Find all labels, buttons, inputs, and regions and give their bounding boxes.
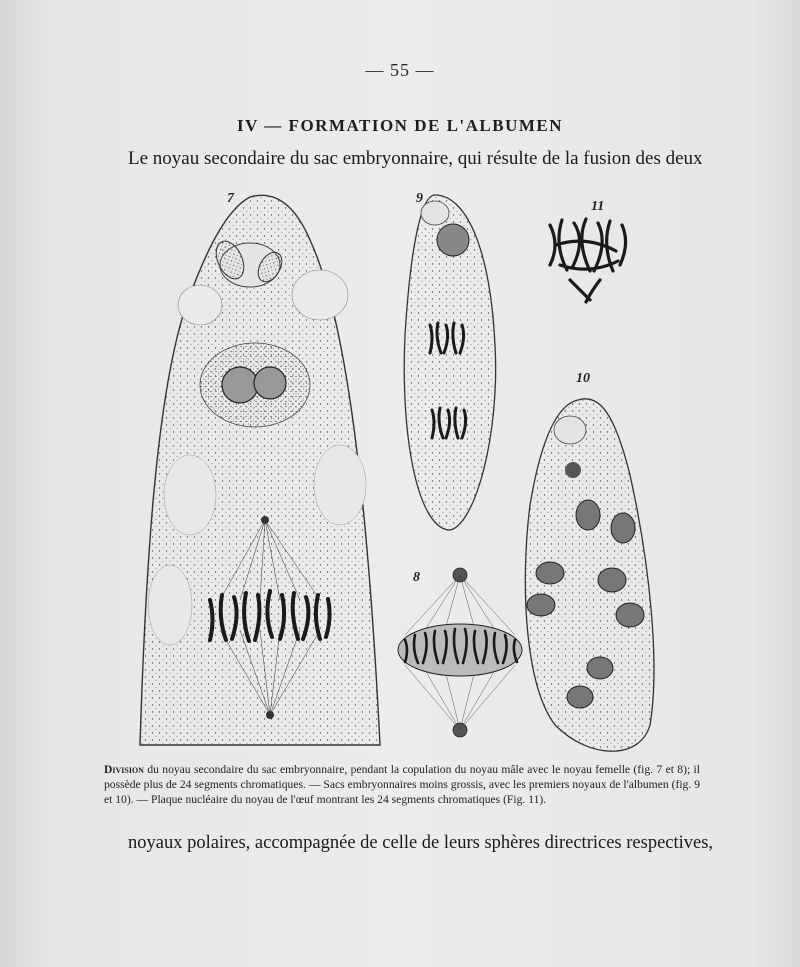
closing-text-line: noyaux polaires, accompagnée de celle de leurs sphères directrices respectives, — [128, 833, 714, 853]
figure-caption — [104, 762, 700, 807]
caption-lead: Division — [104, 763, 144, 776]
figure-7-label: 7 — [227, 191, 234, 206]
figure-7-embryo-sac — [140, 195, 380, 745]
figure-8-division — [398, 568, 522, 737]
caption-body: du noyau secondaire du sac embryonnaire, pendant la copulation du noyau mâle avec le noyau femelle (fig. 7 et 8); il possède plus de 24 segments chromatiques. — Sacs embryonnaires moins grossis, avec les premiers noyaux de l'albumen (fig. 9 et 10). — Plaque nucléaire du noyau de l'œuf montrant les 24 segments chromatiques (Fig. 11). — [104, 763, 700, 806]
page-number: — 55 — — [365, 60, 435, 80]
figure-9-embryo-sac — [404, 195, 495, 530]
figure-10-label: 10 — [576, 371, 590, 386]
section-heading: IV — FORMATION DE L'ALBUMEN — [236, 116, 564, 135]
plate-illustration — [130, 185, 670, 760]
figure-8-label: 8 — [413, 570, 420, 585]
lead-text-line: Le noyau secondaire du sac embryonnaire, qui résulte de la fusion des deux — [128, 148, 703, 169]
figure-10-embryo-sac — [525, 399, 654, 752]
figure-9-label: 9 — [416, 191, 423, 206]
figure-11-label: 11 — [591, 199, 605, 214]
figure-11-nuclear-plate — [550, 219, 626, 302]
figure-plate — [130, 185, 670, 760]
show-through-text — [95, 86, 695, 110]
